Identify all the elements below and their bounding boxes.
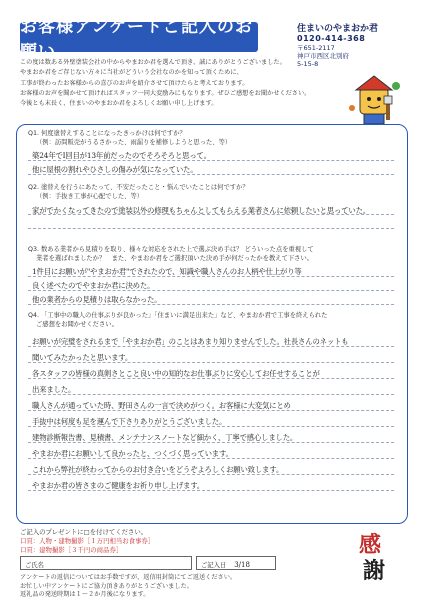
answer-line: 職人さんが通っていた時、野田さんの一言で決めがつく。お客様に大変気にとめ <box>32 401 291 410</box>
gift-head: ご記入のプレゼントに□を付けてください。 <box>20 528 148 536</box>
answer-line: お願いが完璧をされるまで「やまおか君」のことはあまり知りませんでした。社長さんのネットも <box>32 337 349 346</box>
intro-line: やまおか君をご存じない方々に当社がどういう会社なのかを知って頂くために、 <box>20 69 243 77</box>
name-field[interactable] <box>20 556 192 570</box>
company-postal: 〒651-2117 <box>297 44 335 52</box>
gift-option-b[interactable] <box>20 546 280 555</box>
answer-line: 聞いてみたかったと思います。 <box>32 353 133 362</box>
signature-row <box>20 556 272 570</box>
date-field[interactable] <box>196 556 276 570</box>
question-label: Q4. 「工事中の職人の仕事ぶりが良かった」「住まいに満足出来た」など、やまおか君で工事を終えられた <box>28 312 328 319</box>
question-1 <box>28 130 398 148</box>
answer-line: 築24年でⅠ回目が13年前だったのでそろそろと思って。 <box>32 151 211 160</box>
name-label: ご氏名 <box>25 562 44 569</box>
answer-line: 他の業者からの見積りは取らなかった。 <box>32 295 162 304</box>
question-example: （例：手抜き工事が心配でした、等） <box>36 192 144 200</box>
answer-area-4[interactable] <box>28 334 394 520</box>
question-4 <box>28 312 398 330</box>
gift-option-b-label: 口頁：建物撮影［３千円の商品券］ <box>20 546 123 554</box>
note-line: アンケートの返信についてはお手数ですが、返信用封筒にてご返送ください。 <box>20 574 237 581</box>
company-address-2: 5-15-8 <box>297 60 319 68</box>
question-label-2: ご感想をお聞かせください。 <box>36 320 118 328</box>
question-example: （例：訪問販売がうるさかった、雨漏りを補修しようと思った、等） <box>36 138 232 146</box>
question-label: Q1. 何度塗替えすることになったきっかけは何ですか？ <box>28 130 186 137</box>
intro-line: お客様のお声を聞かせて頂ければスタッフ一同大変励みにもなります。ぜひご感想をお聞かせください。 <box>20 89 311 97</box>
kansha-char-1: 感 <box>358 532 381 558</box>
answer-area-1[interactable] <box>28 148 394 176</box>
kansha-stamp <box>346 532 394 596</box>
company-address: 神戸市西区北別府 <box>297 52 349 60</box>
answer-line: 良く述べたのでやまおか君に決めた。 <box>32 281 155 290</box>
answer-line: 建物診断報告書、見積書、メンテナンスノートなど細かく、丁寧で感心しました。 <box>32 433 298 442</box>
answer-area-2[interactable] <box>28 200 394 234</box>
answer-line: 1件目にお願いが"やまおか君"でされたので、知識や職人さんのお人柄や仕上がり等 <box>32 267 302 276</box>
answer-line: これから弊社が終わってからのお付き合いをどうぞよろしくお願い致します。 <box>32 465 284 474</box>
notes <box>20 574 310 600</box>
company-phone: 0120-414-368 <box>297 34 366 43</box>
answer-line: 手抜中は何度も足を運んで下さりありがとうございました。 <box>32 417 227 426</box>
page-title: お客様アンケートご記入のお願い <box>20 22 258 52</box>
answer-line: やまおか君の皆さまのご健康をお祈り申し上げます。 <box>32 481 204 490</box>
answer-line: 各スタッフの皆様の真剣さとこと良い中の知的なお仕事ぶりに安心してお任せすることが <box>32 369 320 378</box>
note-line: お忙しい中アンケートにご協力頂きありがとうございました。 <box>20 582 193 590</box>
answer-line: 出来ました。 <box>32 385 76 394</box>
gift-selection <box>20 528 280 555</box>
gift-option-a-label: 口頁：人物・建物撮影［１万円相当お食事券］ <box>20 537 155 545</box>
question-label: Q2. 塗替えを行うにあたって、不安だったこと・悩んでいたことは何ですか？ <box>28 184 249 191</box>
company-name: 住まいのやまおか君 <box>297 24 379 34</box>
date-value: 3/18 <box>234 561 250 569</box>
note-line: 返礼品の発送時期は１～２か月後になります。 <box>20 591 150 598</box>
kansha-char-2: 謝 <box>362 558 385 584</box>
gift-option-a[interactable] <box>20 537 280 546</box>
answer-line: やまおか君にお願いして良かったと、つくづく思っています。 <box>32 449 233 458</box>
intro-line: この度は数ある外壁塗装会社の中からやまおか君を選んで頂き、誠にありがとうございました。 <box>20 59 286 66</box>
question-label-2: 業者を選ばれましたか？ また、やまおか君をご選択頂いた決め手が何だったかを教えて下さい。 <box>36 254 314 262</box>
question-label: Q3. 数ある業者から見積りを取り、様々な対応をされた上で選ぶ決め手は？ どういった点を重視して <box>28 246 314 253</box>
intro-line: 工事が終わったお客様からの喜びのお声を紹介させて頂けたらと考えております。 <box>20 79 249 87</box>
mascot-icon <box>342 72 406 130</box>
question-2 <box>28 184 398 202</box>
intro-text <box>20 58 336 109</box>
answer-area-3[interactable] <box>28 264 394 310</box>
date-label: ご記入日 <box>201 562 227 569</box>
intro-line: 今後とも末長く、住まいのやまおか君をよろしくお願い申し上げます。 <box>20 100 218 108</box>
answer-line: 家がでかくなってきたので塗装以外の修理もちゃんとしてもらえる業者さんに依頼したいと思っていた。 <box>32 206 370 215</box>
answer-line: 他に屋根の割れやひさしの傷みが気になっていた。 <box>32 165 198 174</box>
question-3 <box>28 246 398 264</box>
